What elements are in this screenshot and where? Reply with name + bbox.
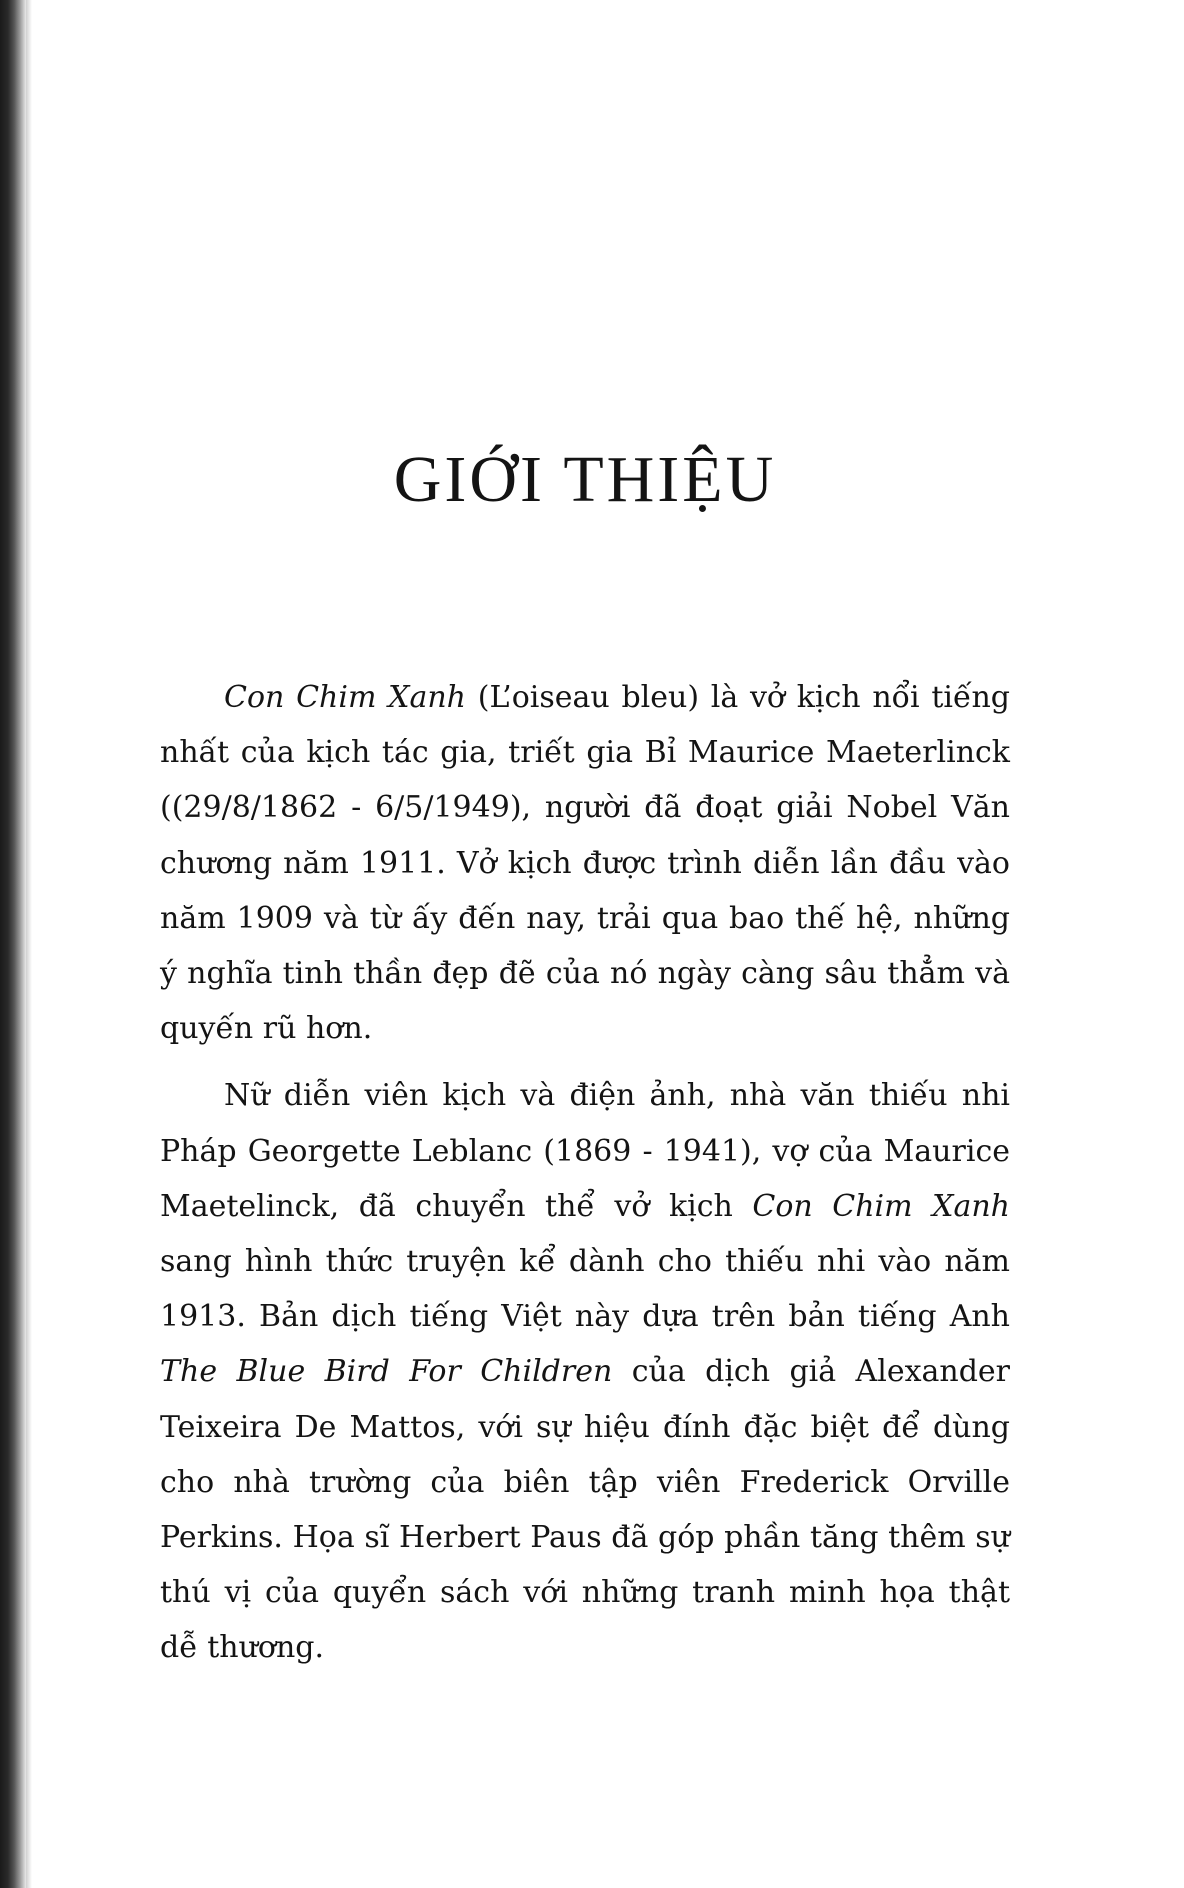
paragraph-2 — [160, 1068, 1010, 1675]
book-spine-shadow — [0, 0, 26, 1888]
segment: Con Chim Xanh — [224, 680, 467, 715]
paragraph-1 — [160, 670, 1010, 1056]
segment: (L’oiseau bleu) là vở kịch nổi tiếng nhất của kịch tác gia, triết gia Bỉ Maurice Maeterlinck ((29/8/1862 - 6/5/1949), người đã đoạt giải Nobel Văn chương năm 1911. Vở kịch được trình diễn lần đầu vào năm 1909 và từ ấy đến nay, trải qua bao thế hệ, những ý nghĩa tinh thần đẹp đẽ của nó ngày càng sâu thẳm và quyến rũ hơn. — [160, 680, 1010, 1047]
page-edge — [26, 0, 32, 1888]
segment: The Blue Bird For Children — [160, 1354, 613, 1390]
introduction-body — [160, 670, 1010, 1688]
segment: Nữ diễn viên kịch và điện ảnh, nhà văn thiếu nhi Pháp Georgette Leblanc (1869 - 1941), vợ của Maurice Maetelinck, đã chuyển thể vở kịch — [160, 1078, 1010, 1224]
segment: sang hình thức truyện kể dành cho thiếu nhi vào năm 1913. Bản dịch tiếng Việt này dựa trên bản tiếng Anh — [160, 1244, 1010, 1335]
segment: của dịch giả Alexander Teixeira De Mattos, với sự hiệu đính đặc biệt để dùng cho nhà trường của biên tập viên Frederick Orville Perkins. Họa sĩ Herbert Paus đã góp phần tăng thêm sự thú vị của quyển sách với những tranh minh họa thật dễ thương. — [160, 1354, 1010, 1666]
page-title: GIỚI THIỆU — [393, 443, 777, 516]
book-page — [160, 0, 1010, 1888]
segment: Con Chim Xanh — [752, 1188, 1010, 1224]
